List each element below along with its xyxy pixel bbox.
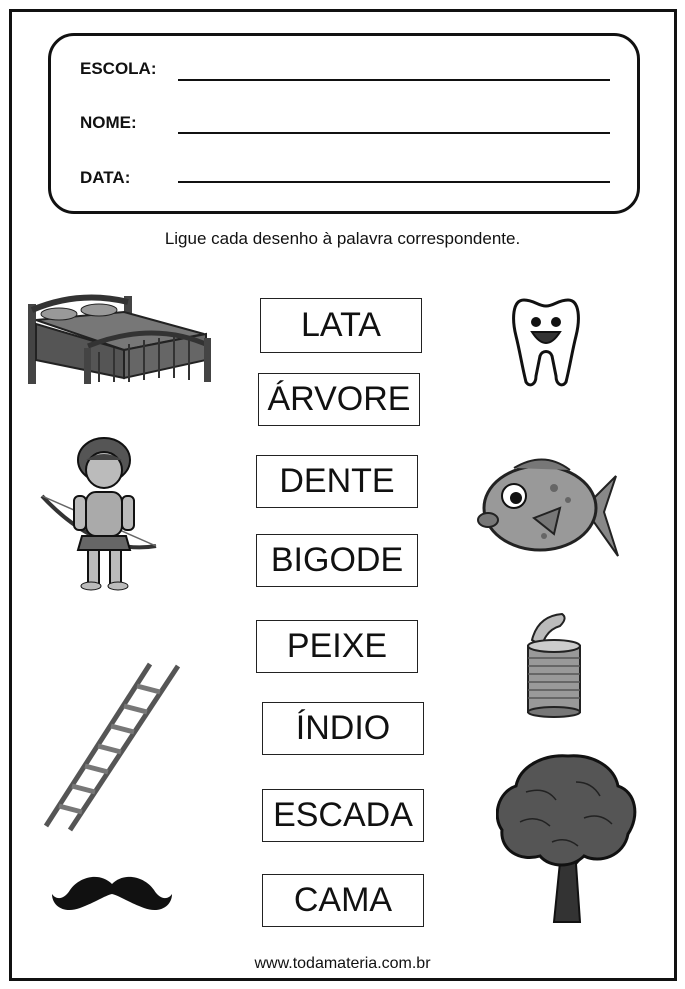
tree-image[interactable]	[496, 752, 640, 928]
name-label: NOME:	[80, 113, 137, 132]
indigenous-boy-image[interactable]	[38, 436, 162, 596]
mustache-image[interactable]	[50, 872, 174, 916]
word-box-cama[interactable]: CAMA	[262, 874, 424, 927]
date-field-line[interactable]	[178, 181, 610, 183]
word-box-peixe[interactable]: PEIXE	[256, 620, 418, 673]
ladder-image[interactable]	[38, 656, 186, 834]
fish-image[interactable]	[474, 448, 620, 572]
date-label: DATA:	[80, 168, 131, 187]
name-field-line[interactable]	[178, 132, 610, 134]
word-box-bigode[interactable]: BIGODE	[256, 534, 418, 587]
school-field-line[interactable]	[178, 79, 610, 81]
tooth-image[interactable]	[510, 296, 582, 390]
bed-image[interactable]	[24, 290, 214, 390]
word-box-dente[interactable]: DENTE	[256, 455, 418, 508]
word-box-indio[interactable]: ÍNDIO	[262, 702, 424, 755]
footer-url[interactable]: www.todamateria.com.br	[254, 955, 431, 972]
instruction-text: Ligue cada desenho à palavra correspondente.	[164, 229, 521, 248]
word-box-escada[interactable]: ESCADA	[262, 789, 424, 842]
word-box-arvore[interactable]: ÁRVORE	[258, 373, 420, 426]
can-image[interactable]	[522, 612, 586, 718]
school-label: ESCOLA:	[80, 59, 157, 78]
word-box-lata[interactable]: LATA	[260, 298, 422, 353]
